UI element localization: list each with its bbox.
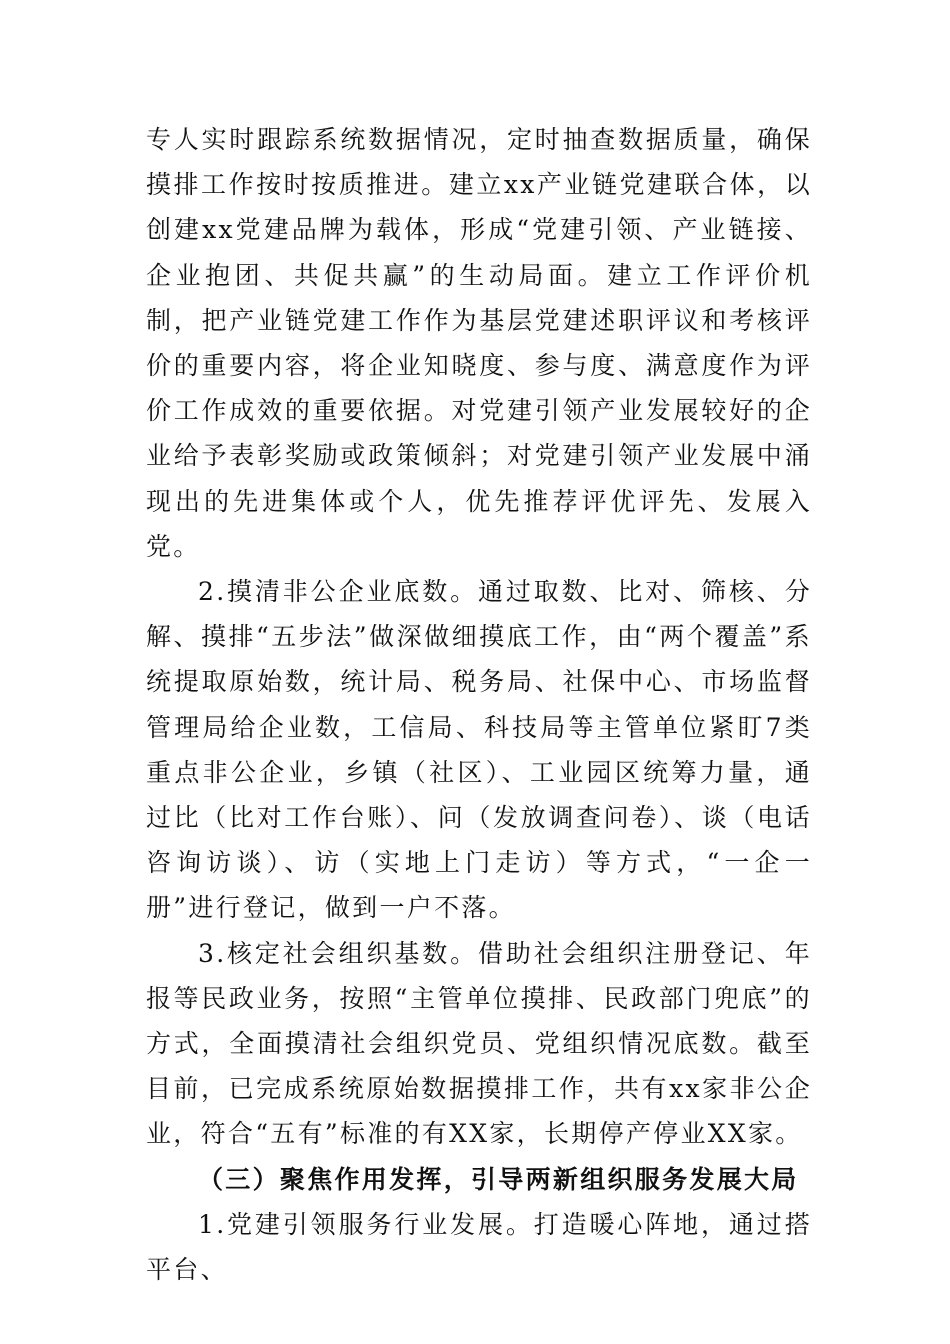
section-heading-3: （三）聚焦作用发挥，引导两新组织服务发展大局: [198, 1164, 799, 1194]
paragraph-continuation: 专人实时跟踪系统数据情况，定时抽查数据质量，确保摸排工作按时按质推进。建立xx产业链党建联合体，以创建xx党建品牌为载体，形成“党建引领、产业链接、企业抱团、共促共赢”的生动局面。建立工作评价机制，把产业链党建工作作为基层党建述职评议和考核评价的重要内容，将企业知晓度、参与度、满意度作为评价工作成效的重要依据。对党建引领产业发展较好的企业给予表彰奖励或政策倾斜；对党建引领产业发展中涌现出的先进集体或个人，优先推荐评优评先、发展入党。: [146, 125, 812, 561]
document-body: [146, 117, 812, 1292]
paragraph-item-2: 2.摸清非公企业底数。通过取数、比对、筛核、分解、摸排“五步法”做深做细摸底工作，由“两个覆盖”系统提取原始数，统计局、税务局、社保中心、市场监督管理局给企业数，工信局、科技局等主管单位紧盯7类重点非公企业，乡镇（社区）、工业园区统筹力量，通过比（比对工作台账）、问（发放调查问卷）、谈（电话咨询访谈）、访（实地上门走访）等方式，“一企一册”进行登记，做到一户不落。: [146, 577, 812, 923]
paragraph-item-1: 1.党建引领服务行业发展。打造暖心阵地，通过搭平台、: [146, 1209, 812, 1285]
paragraph-item-3: 3.核定社会组织基数。借助社会组织注册登记、年报等民政业务，按照“主管单位摸排、民政部门兜底”的方式，全面摸清社会组织党员、党组织情况底数。截至目前，已完成系统原始数据摸排工作，共有xx家非公企业，符合“五有”标准的有XX家，长期停产停业XX家。: [146, 938, 812, 1149]
